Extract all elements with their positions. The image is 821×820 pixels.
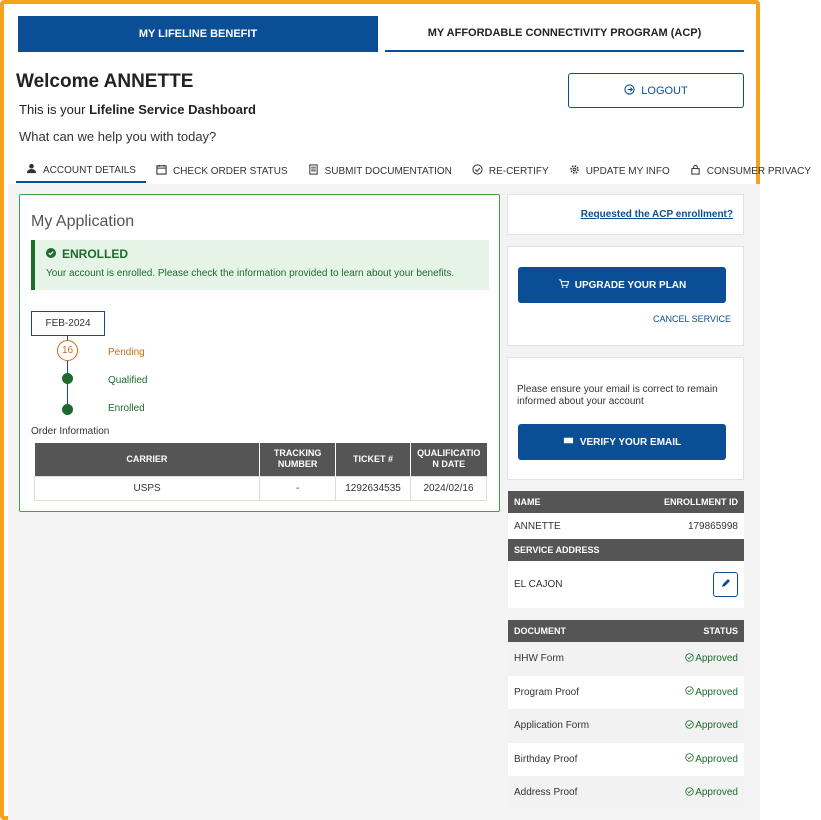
cell-tracking: - [260,476,336,500]
account-info-header [508,491,744,513]
help-prompt: What can we help you with today? [19,129,217,144]
service-address: EL CAJON [514,578,563,590]
service-address-label: SERVICE ADDRESS [514,545,600,555]
tab-acp[interactable]: MY AFFORDABLE CONNECTIVITY PROGRAM (ACP) [385,16,744,52]
edit-address-button[interactable] [713,572,738,597]
logout-button[interactable] [568,73,744,108]
cancel-service-link[interactable]: CANCEL SERVICE [652,314,731,324]
account-nav [16,159,812,184]
check-circle-icon [685,787,694,799]
gear-icon [569,164,580,178]
status-badge [685,686,738,698]
upgrade-label: UPGRADE YOUR PLAN [574,279,687,291]
check-circle-icon [685,753,694,765]
table-row [35,476,487,500]
cell-ticket: 1292634535 [336,476,411,500]
timeline-day-badge: 16 [57,340,78,361]
timeline-step-qualified: Qualified [108,375,148,386]
tab-label: SUBMIT DOCUMENTATION [324,165,452,177]
timeline-date: FEB-2024 [31,311,105,336]
tab-label: UPDATE MY INFO [585,165,670,177]
document-header: DOCUMENT [514,626,566,636]
enrolled-heading [46,247,128,261]
document-icon [308,164,319,178]
document-name: Address Proof [514,787,578,799]
status-header: STATUS [703,626,738,636]
document-name: Birthday Proof [514,753,578,765]
timeline-step-enrolled: Enrolled [108,403,145,414]
tab-label: ACCOUNT DETAILS [43,164,136,176]
verify-email-button[interactable] [518,424,726,460]
status-text: Approved [695,653,738,665]
acp-enrollment-link[interactable]: Requested the ACP enrollment? [580,209,733,220]
list-item [508,776,744,810]
status-badge [685,787,738,799]
cart-icon [558,278,569,292]
lock-icon [690,164,701,178]
top-tabs [18,16,744,53]
status-badge [685,720,738,732]
documents-header [508,620,744,642]
tab-lifeline-benefit[interactable]: MY LIFELINE BENEFIT [18,16,378,52]
check-circle-icon [46,247,56,261]
documents-list [508,642,744,810]
check-circle-icon [472,164,483,178]
account-info-block [508,491,744,608]
status-text: Approved [695,787,738,799]
order-table-header [35,443,487,476]
status-text: Approved [695,753,738,765]
pencil-icon [720,577,732,592]
tab-label: CHECK ORDER STATUS [172,165,288,177]
application-title: My Application [31,213,135,230]
document-name: Program Proof [514,686,580,698]
upgrade-plan-button[interactable] [518,267,726,303]
account-info-row [508,513,744,539]
tab-label: CONSUMER PRIVACY [706,165,812,177]
dashboard-name: Lifeline Service Dashboard [89,102,256,117]
verify-label: VERIFY YOUR EMAIL [579,436,682,448]
dashboard-prefix: This is your [19,102,90,117]
order-info-label: Order Information [31,426,110,437]
tab-check-order-status[interactable] [146,159,298,183]
status-badge [685,753,738,765]
service-address-header [508,539,744,561]
upgrade-card [507,246,744,346]
service-address-row [508,561,744,607]
logout-label: LOGOUT [641,84,688,97]
acp-link-card [507,194,744,235]
status-heading: ENROLLED [62,247,128,261]
list-item [508,642,744,676]
tab-account-details[interactable] [16,159,146,183]
dashboard-subtitle [19,102,256,117]
order-table [34,443,487,501]
col-qualification-date: QUALIFICATIO N DATE [411,443,487,476]
tab-submit-documentation[interactable] [298,159,462,183]
status-badge [685,653,738,665]
logout-icon [624,84,635,98]
tab-re-certify[interactable] [462,159,559,183]
tab-update-my-info[interactable] [559,159,680,183]
status-message: Your account is enrolled. Please check the information provided to learn about your benefits. [46,268,455,279]
list-item [508,676,744,710]
envelope-icon [563,435,574,449]
enrollment-id-header: ENROLLMENT ID [664,497,738,507]
check-circle-icon [685,720,694,732]
user-icon [26,163,37,177]
tab-label: RE-CERTIFY [488,165,549,177]
col-ticket: TICKET # [336,443,411,476]
enrollment-id: 179865998 [687,520,738,532]
verify-email-message: Please ensure your email is correct to remain informed about your account [517,384,718,407]
check-circle-icon [685,686,694,698]
list-item [508,743,744,777]
tab-consumer-privacy[interactable] [680,159,821,183]
list-item [508,709,744,743]
timeline-step-pending: Pending [108,347,145,358]
cell-date: 2024/02/16 [411,476,487,500]
document-name: Application Form [514,720,590,732]
timeline-dot-enrolled [62,404,73,415]
col-tracking-number: TRACKING NUMBER [260,443,336,476]
documents-block [508,620,744,810]
timeline-dot-qualified [62,373,73,384]
document-name: HHW Form [514,653,564,665]
col-carrier: CARRIER [35,443,260,476]
application-card [19,194,500,512]
calendar-icon [156,164,167,178]
verify-email-card [507,357,744,480]
check-circle-icon [685,653,694,665]
name-header: NAME [514,497,541,507]
page-title: Welcome ANNETTE [16,71,194,92]
status-text: Approved [695,720,738,732]
account-name: ANNETTE [514,520,561,532]
cell-carrier: USPS [35,476,260,500]
enrolled-status-box [31,240,489,290]
status-text: Approved [695,686,738,698]
